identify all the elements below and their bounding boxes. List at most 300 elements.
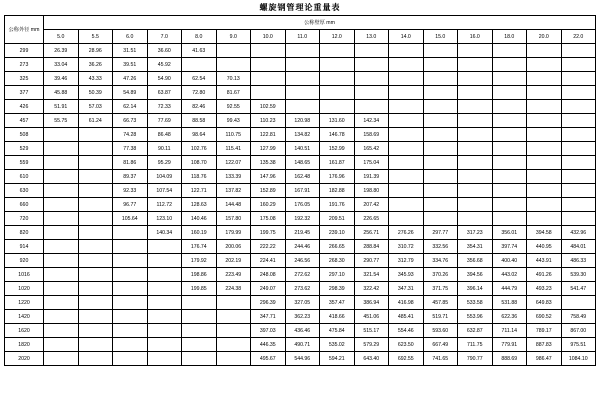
table-row xyxy=(5,254,596,268)
cell-weight xyxy=(44,268,79,282)
table-row xyxy=(5,324,596,338)
cell-outer-diameter: 1620 xyxy=(5,324,44,338)
cell-weight xyxy=(561,170,596,184)
cell-weight: 63.87 xyxy=(147,86,182,100)
cell-outer-diameter: 820 xyxy=(5,226,44,240)
cell-weight: 157.80 xyxy=(216,212,251,226)
cell-weight xyxy=(44,352,79,366)
cell-weight xyxy=(458,86,493,100)
cell-weight xyxy=(44,184,79,198)
cell-weight: 533.58 xyxy=(458,296,493,310)
cell-weight xyxy=(113,324,148,338)
cell-weight xyxy=(527,212,562,226)
cell-weight: 594.21 xyxy=(320,352,355,366)
cell-weight xyxy=(78,310,113,324)
cell-weight: 142.34 xyxy=(354,114,389,128)
cell-weight xyxy=(113,296,148,310)
cell-weight: 290.77 xyxy=(354,254,389,268)
cell-weight: 70.13 xyxy=(216,72,251,86)
cell-weight: 632.87 xyxy=(458,324,493,338)
column-header-thickness-15.0: 15.0 xyxy=(423,30,458,44)
cell-weight: 72.80 xyxy=(182,86,217,100)
cell-weight xyxy=(423,114,458,128)
table-row xyxy=(5,170,596,184)
table-row xyxy=(5,44,596,58)
cell-weight: 175.08 xyxy=(251,212,286,226)
cell-outer-diameter: 1820 xyxy=(5,338,44,352)
cell-weight: 144.48 xyxy=(216,198,251,212)
cell-weight: 986.47 xyxy=(527,352,562,366)
cell-weight: 239.10 xyxy=(320,226,355,240)
cell-weight: 371.75 xyxy=(423,282,458,296)
table-row xyxy=(5,86,596,100)
cell-weight: 244.46 xyxy=(285,240,320,254)
table-column-row xyxy=(5,30,596,44)
cell-weight xyxy=(216,352,251,366)
cell-weight xyxy=(492,170,527,184)
cell-weight xyxy=(44,226,79,240)
cell-weight: 160.29 xyxy=(251,198,286,212)
cell-weight xyxy=(78,156,113,170)
cell-weight xyxy=(389,170,424,184)
cell-weight: 623.50 xyxy=(389,338,424,352)
cell-outer-diameter: 377 xyxy=(5,86,44,100)
cell-weight: 82.46 xyxy=(182,100,217,114)
cell-weight xyxy=(492,44,527,58)
cell-weight xyxy=(285,100,320,114)
cell-weight: 249.07 xyxy=(251,282,286,296)
cell-weight xyxy=(78,226,113,240)
cell-weight: 146.78 xyxy=(320,128,355,142)
cell-weight xyxy=(320,100,355,114)
cell-weight: 199.85 xyxy=(182,282,217,296)
cell-outer-diameter: 720 xyxy=(5,212,44,226)
cell-weight: 36.60 xyxy=(147,44,182,58)
cell-weight: 322.42 xyxy=(354,282,389,296)
cell-weight: 152.99 xyxy=(320,142,355,156)
cell-weight: 160.19 xyxy=(182,226,217,240)
cell-outer-diameter: 2020 xyxy=(5,352,44,366)
cell-weight: 486.33 xyxy=(561,254,596,268)
table-row xyxy=(5,128,596,142)
cell-weight: 553.96 xyxy=(458,310,493,324)
cell-weight: 491.26 xyxy=(527,268,562,282)
cell-weight: 667.49 xyxy=(423,338,458,352)
cell-weight xyxy=(561,100,596,114)
cell-weight xyxy=(78,282,113,296)
cell-weight: 105.64 xyxy=(113,212,148,226)
cell-weight xyxy=(458,114,493,128)
column-header-thickness-20.0: 20.0 xyxy=(527,30,562,44)
cell-weight: 158.69 xyxy=(354,128,389,142)
cell-weight: 475.84 xyxy=(320,324,355,338)
cell-weight: 31.51 xyxy=(113,44,148,58)
cell-weight: 394.58 xyxy=(527,226,562,240)
cell-weight: 147.96 xyxy=(251,170,286,184)
cell-weight xyxy=(44,338,79,352)
column-header-thickness-13.0: 13.0 xyxy=(354,30,389,44)
cell-weight xyxy=(251,86,286,100)
cell-weight: 297.10 xyxy=(320,268,355,282)
cell-weight: 622.36 xyxy=(492,310,527,324)
cell-outer-diameter: 660 xyxy=(5,198,44,212)
cell-weight: 386.94 xyxy=(354,296,389,310)
cell-weight: 51.91 xyxy=(44,100,79,114)
table-row xyxy=(5,282,596,296)
cell-weight: 887.83 xyxy=(527,338,562,352)
cell-weight: 92.55 xyxy=(216,100,251,114)
cell-weight xyxy=(44,296,79,310)
cell-weight: 484.01 xyxy=(561,240,596,254)
cell-weight: 118.76 xyxy=(182,170,217,184)
cell-weight: 96.77 xyxy=(113,198,148,212)
table-row xyxy=(5,114,596,128)
cell-weight xyxy=(423,212,458,226)
cell-weight xyxy=(527,86,562,100)
cell-weight: 370.26 xyxy=(423,268,458,282)
cell-weight: 446.35 xyxy=(251,338,286,352)
cell-weight: 643.40 xyxy=(354,352,389,366)
cell-weight: 758.49 xyxy=(561,310,596,324)
cell-weight xyxy=(492,212,527,226)
cell-weight: 436.46 xyxy=(285,324,320,338)
cell-weight: 50.39 xyxy=(78,86,113,100)
cell-weight: 39.51 xyxy=(113,58,148,72)
column-header-thickness-5.5: 5.5 xyxy=(78,30,113,44)
cell-weight xyxy=(78,254,113,268)
cell-weight: 490.71 xyxy=(285,338,320,352)
cell-weight xyxy=(561,198,596,212)
cell-weight xyxy=(527,142,562,156)
cell-weight xyxy=(527,128,562,142)
cell-weight xyxy=(492,58,527,72)
cell-weight xyxy=(182,352,217,366)
cell-weight xyxy=(320,58,355,72)
cell-weight: 310.72 xyxy=(389,240,424,254)
cell-weight: 209.51 xyxy=(320,212,355,226)
cell-weight: 89.37 xyxy=(113,170,148,184)
cell-weight xyxy=(147,254,182,268)
cell-weight: 485.41 xyxy=(389,310,424,324)
cell-weight xyxy=(389,212,424,226)
cell-weight: 110.75 xyxy=(216,128,251,142)
cell-weight xyxy=(527,170,562,184)
cell-weight: 741.65 xyxy=(423,352,458,366)
cell-weight xyxy=(78,212,113,226)
weight-table xyxy=(4,15,596,366)
cell-weight: 198.86 xyxy=(182,268,217,282)
cell-weight: 161.87 xyxy=(320,156,355,170)
cell-weight xyxy=(492,72,527,86)
cell-weight xyxy=(492,86,527,100)
cell-outer-diameter: 457 xyxy=(5,114,44,128)
cell-weight: 55.75 xyxy=(44,114,79,128)
cell-weight: 539.30 xyxy=(561,268,596,282)
cell-weight: 345.93 xyxy=(389,268,424,282)
cell-weight xyxy=(285,44,320,58)
cell-weight xyxy=(492,128,527,142)
cell-weight: 396.14 xyxy=(458,282,493,296)
cell-weight: 327.05 xyxy=(285,296,320,310)
cell-weight: 61.24 xyxy=(78,114,113,128)
cell-weight: 397.03 xyxy=(251,324,286,338)
cell-weight xyxy=(561,58,596,72)
cell-weight xyxy=(78,128,113,142)
cell-weight xyxy=(113,226,148,240)
cell-weight: 692.55 xyxy=(389,352,424,366)
cell-weight xyxy=(251,44,286,58)
cell-weight: 72.33 xyxy=(147,100,182,114)
cell-weight: 74.28 xyxy=(113,128,148,142)
cell-weight xyxy=(216,310,251,324)
cell-weight: 649.83 xyxy=(527,296,562,310)
cell-weight: 541.47 xyxy=(561,282,596,296)
cell-weight: 33.04 xyxy=(44,58,79,72)
cell-weight: 226.65 xyxy=(354,212,389,226)
cell-weight: 317.23 xyxy=(458,226,493,240)
cell-weight: 544.96 xyxy=(285,352,320,366)
column-header-thickness-11.0: 11.0 xyxy=(285,30,320,44)
cell-weight xyxy=(320,72,355,86)
cell-weight xyxy=(44,128,79,142)
cell-weight xyxy=(389,100,424,114)
cell-weight xyxy=(78,240,113,254)
cell-weight xyxy=(561,86,596,100)
cell-weight xyxy=(458,58,493,72)
cell-weight: 515.17 xyxy=(354,324,389,338)
cell-weight: 222.22 xyxy=(251,240,286,254)
column-header-wall-thickness xyxy=(44,16,596,30)
cell-weight: 579.29 xyxy=(354,338,389,352)
cell-weight xyxy=(389,184,424,198)
cell-weight: 148.65 xyxy=(285,156,320,170)
cell-weight: 81.67 xyxy=(216,86,251,100)
cell-weight xyxy=(561,72,596,86)
cell-weight xyxy=(113,268,148,282)
cell-weight: 711.75 xyxy=(458,338,493,352)
cell-weight: 175.04 xyxy=(354,156,389,170)
cell-weight xyxy=(78,352,113,366)
cell-weight: 321.54 xyxy=(354,268,389,282)
cell-weight xyxy=(78,268,113,282)
cell-weight: 867.00 xyxy=(561,324,596,338)
cell-weight: 332.56 xyxy=(423,240,458,254)
cell-weight xyxy=(78,184,113,198)
table-header-group-row xyxy=(5,16,596,30)
cell-outer-diameter: 299 xyxy=(5,44,44,58)
cell-weight: 199.75 xyxy=(251,226,286,240)
cell-weight: 57.03 xyxy=(78,100,113,114)
cell-weight xyxy=(458,156,493,170)
cell-weight: 131.60 xyxy=(320,114,355,128)
cell-weight: 140.51 xyxy=(285,142,320,156)
cell-weight: 98.64 xyxy=(182,128,217,142)
cell-weight xyxy=(285,72,320,86)
cell-weight: 357.47 xyxy=(320,296,355,310)
column-header-thickness-16.0: 16.0 xyxy=(458,30,493,44)
cell-weight xyxy=(527,100,562,114)
cell-weight xyxy=(147,324,182,338)
cell-weight: 104.09 xyxy=(147,170,182,184)
cell-weight: 296.39 xyxy=(251,296,286,310)
cell-weight xyxy=(458,128,493,142)
cell-weight: 272.62 xyxy=(285,268,320,282)
cell-weight: 45.88 xyxy=(44,86,79,100)
cell-weight: 122.07 xyxy=(216,156,251,170)
cell-weight xyxy=(389,156,424,170)
cell-weight: 128.63 xyxy=(182,198,217,212)
column-header-thickness-12.0: 12.0 xyxy=(320,30,355,44)
cell-outer-diameter: 529 xyxy=(5,142,44,156)
cell-weight: 92.33 xyxy=(113,184,148,198)
cell-weight xyxy=(147,282,182,296)
table-row xyxy=(5,58,596,72)
cell-weight xyxy=(423,44,458,58)
cell-weight xyxy=(527,72,562,86)
cell-weight: 88.58 xyxy=(182,114,217,128)
cell-weight xyxy=(458,198,493,212)
cell-weight: 276.26 xyxy=(389,226,424,240)
cell-weight xyxy=(389,86,424,100)
cell-weight xyxy=(423,100,458,114)
cell-weight xyxy=(389,142,424,156)
cell-weight: 112.72 xyxy=(147,198,182,212)
cell-weight xyxy=(44,324,79,338)
cell-weight: 62.54 xyxy=(182,72,217,86)
cell-weight xyxy=(423,170,458,184)
cell-outer-diameter: 1220 xyxy=(5,296,44,310)
table-row xyxy=(5,226,596,240)
cell-weight: 102.76 xyxy=(182,142,217,156)
cell-weight: 888.69 xyxy=(492,352,527,366)
page-title: 螺旋钢管理论重量表 xyxy=(259,3,341,12)
cell-weight xyxy=(182,324,217,338)
cell-weight: 273.62 xyxy=(285,282,320,296)
cell-weight xyxy=(182,310,217,324)
cell-weight xyxy=(147,338,182,352)
cell-weight: 495.67 xyxy=(251,352,286,366)
cell-outer-diameter: 508 xyxy=(5,128,44,142)
cell-weight xyxy=(113,310,148,324)
cell-weight: 397.74 xyxy=(492,240,527,254)
cell-weight xyxy=(147,296,182,310)
cell-weight xyxy=(561,114,596,128)
cell-weight xyxy=(147,310,182,324)
cell-weight: 531.88 xyxy=(492,296,527,310)
cell-weight xyxy=(423,86,458,100)
column-header-thickness-9.0: 9.0 xyxy=(216,30,251,44)
cell-weight xyxy=(492,142,527,156)
cell-weight xyxy=(78,198,113,212)
column-header-thickness-6.0: 6.0 xyxy=(113,30,148,44)
cell-outer-diameter: 914 xyxy=(5,240,44,254)
cell-weight: 179.92 xyxy=(182,254,217,268)
cell-weight xyxy=(113,352,148,366)
cell-weight xyxy=(44,282,79,296)
cell-outer-diameter: 325 xyxy=(5,72,44,86)
table-row xyxy=(5,142,596,156)
cell-weight: 77.38 xyxy=(113,142,148,156)
cell-weight xyxy=(458,184,493,198)
cell-weight: 246.56 xyxy=(285,254,320,268)
cell-weight: 207.42 xyxy=(354,198,389,212)
cell-weight: 593.60 xyxy=(423,324,458,338)
cell-weight: 179.99 xyxy=(216,226,251,240)
cell-weight: 165.42 xyxy=(354,142,389,156)
cell-weight xyxy=(216,44,251,58)
cell-weight: 36.26 xyxy=(78,58,113,72)
cell-weight: 418.66 xyxy=(320,310,355,324)
cell-weight: 200.06 xyxy=(216,240,251,254)
cell-weight: 135.38 xyxy=(251,156,286,170)
cell-weight: 711.14 xyxy=(492,324,527,338)
cell-weight: 354.31 xyxy=(458,240,493,254)
cell-weight xyxy=(527,44,562,58)
cell-weight: 120.98 xyxy=(285,114,320,128)
cell-outer-diameter: 920 xyxy=(5,254,44,268)
cell-outer-diameter: 273 xyxy=(5,58,44,72)
cell-weight xyxy=(527,198,562,212)
cell-weight xyxy=(113,240,148,254)
cell-weight: 219.45 xyxy=(285,226,320,240)
column-header-outer-diameter xyxy=(5,16,44,44)
cell-weight: 176.96 xyxy=(320,170,355,184)
cell-weight xyxy=(354,58,389,72)
cell-weight xyxy=(389,72,424,86)
cell-weight: 191.39 xyxy=(354,170,389,184)
cell-outer-diameter: 1420 xyxy=(5,310,44,324)
table-row xyxy=(5,296,596,310)
cell-weight xyxy=(354,100,389,114)
cell-weight xyxy=(423,128,458,142)
cell-weight: 1084.10 xyxy=(561,352,596,366)
cell-weight xyxy=(285,58,320,72)
cell-weight xyxy=(216,296,251,310)
cell-weight: 224.38 xyxy=(216,282,251,296)
cell-outer-diameter: 630 xyxy=(5,184,44,198)
cell-weight: 493.23 xyxy=(527,282,562,296)
cell-weight xyxy=(492,114,527,128)
cell-weight: 108.70 xyxy=(182,156,217,170)
cell-weight: 176.05 xyxy=(285,198,320,212)
cell-weight xyxy=(458,44,493,58)
cell-weight xyxy=(147,240,182,254)
table-body xyxy=(5,44,596,366)
cell-weight xyxy=(251,72,286,86)
cell-weight xyxy=(561,296,596,310)
cell-weight xyxy=(44,170,79,184)
table-row xyxy=(5,268,596,282)
cell-weight xyxy=(44,156,79,170)
table-row xyxy=(5,338,596,352)
cell-weight xyxy=(458,72,493,86)
cell-weight: 192.32 xyxy=(285,212,320,226)
cell-weight xyxy=(44,240,79,254)
cell-weight xyxy=(423,184,458,198)
cell-weight xyxy=(561,44,596,58)
table-head xyxy=(5,16,596,44)
cell-weight xyxy=(527,156,562,170)
cell-weight: 288.84 xyxy=(354,240,389,254)
od-unit: mm xyxy=(30,26,40,33)
cell-weight: 127.99 xyxy=(251,142,286,156)
cell-weight: 362.23 xyxy=(285,310,320,324)
table-row xyxy=(5,72,596,86)
cell-weight xyxy=(113,338,148,352)
column-header-thickness-7.0: 7.0 xyxy=(147,30,182,44)
cell-weight: 268.30 xyxy=(320,254,355,268)
cell-weight: 347.31 xyxy=(389,282,424,296)
